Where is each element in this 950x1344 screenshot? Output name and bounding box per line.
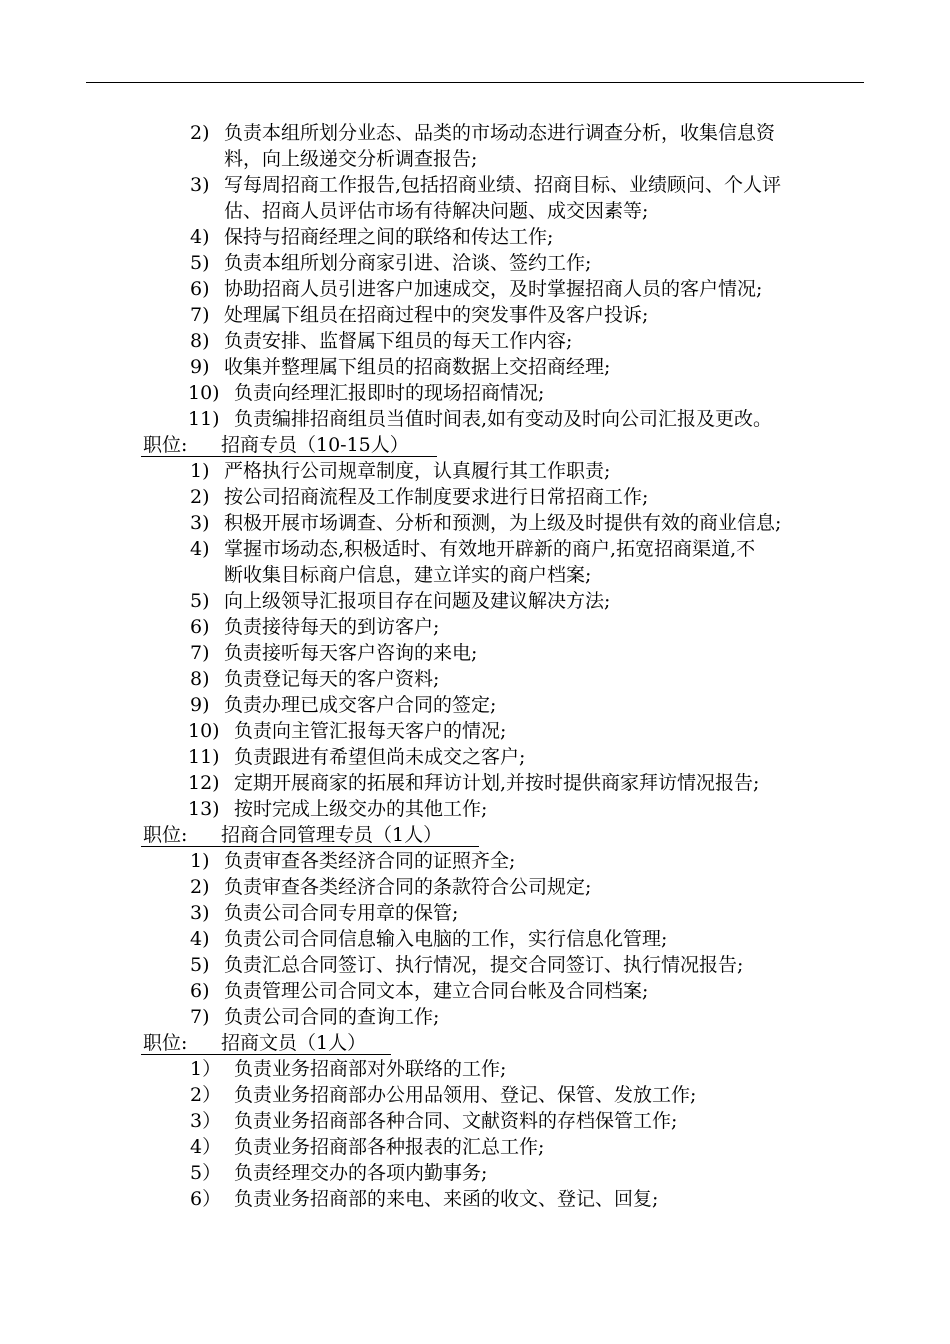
position-title: 招商合同管理专员（1人） (221, 824, 443, 846)
list-item (0, 276, 950, 302)
item-number: 5） (190, 1162, 222, 1184)
list-item (0, 1186, 950, 1212)
list-item-continuation (0, 198, 950, 224)
item-text: 负责审查各类经济合同的条款符合公司规定; (224, 876, 592, 898)
item-text: 负责本组所划分商家引进、洽谈、签约工作; (224, 252, 592, 274)
list-item-continuation (0, 562, 950, 588)
item-number: 10) (188, 720, 220, 742)
item-number: 4） (190, 1136, 222, 1158)
item-number: 5) (190, 252, 210, 274)
item-text: 向上级领导汇报项目存在问题及建议解决方法; (224, 590, 611, 612)
item-number: 1） (190, 1058, 222, 1080)
item-number: 6) (190, 278, 210, 300)
section-heading (0, 1030, 950, 1056)
item-text: 负责业务招商部的来电、来函的收文、登记、回复; (234, 1188, 659, 1210)
item-text: 协助招商人员引进客户加速成交，及时掌握招商人员的客户情况; (224, 278, 763, 300)
item-text: 负责向经理汇报即时的现场招商情况; (234, 382, 545, 404)
item-number: 13) (188, 798, 220, 820)
list-item (0, 328, 950, 354)
item-text: 掌握市场动态,积极适时、有效地开辟新的商户,拓宽招商渠道,不 (224, 538, 756, 560)
list-item (0, 250, 950, 276)
item-number: 5) (190, 954, 210, 976)
item-text: 负责经理交办的各项内勤事务; (234, 1162, 488, 1184)
item-number: 6) (190, 980, 210, 1002)
list-item (0, 874, 950, 900)
list-item (0, 1082, 950, 1108)
item-number: 3) (190, 174, 210, 196)
list-item (0, 302, 950, 328)
item-number: 3） (190, 1110, 222, 1132)
item-text: 负责公司合同信息输入电脑的工作，实行信息化管理; (224, 928, 668, 950)
item-text: 收集并整理属下组员的招商数据上交招商经理; (224, 356, 611, 378)
section-3-list (0, 848, 950, 1030)
list-item (0, 692, 950, 718)
item-number: 2) (190, 122, 210, 144)
list-item (0, 848, 950, 874)
position-label: 职位: (143, 1032, 188, 1054)
item-number: 2) (190, 486, 210, 508)
list-item (0, 354, 950, 380)
item-text: 定期开展商家的拓展和拜访计划,并按时提供商家拜访情况报告; (234, 772, 760, 794)
list-item-continuation (0, 146, 950, 172)
item-text: 负责接待每天的到访客户; (224, 616, 440, 638)
list-item (0, 484, 950, 510)
item-number: 3) (190, 902, 210, 924)
item-text: 负责公司合同专用章的保管; (224, 902, 459, 924)
list-item (0, 1004, 950, 1030)
item-text: 负责公司合同的查询工作; (224, 1006, 440, 1028)
item-text: 写每周招商工作报告,包括招商业绩、招商目标、业绩顾问、个人评 (224, 174, 782, 196)
item-text: 估、招商人员评估市场有待解决问题、成交因素等; (224, 200, 649, 222)
item-text: 处理属下组员在招商过程中的突发事件及客户投诉; (224, 304, 649, 326)
list-item (0, 640, 950, 666)
item-text: 保持与招商经理之间的联络和传达工作; (224, 226, 554, 248)
item-number: 3) (190, 512, 210, 534)
item-number: 1) (190, 460, 210, 482)
list-item (0, 744, 950, 770)
list-item (0, 978, 950, 1004)
item-text: 负责业务招商部各种合同、文献资料的存档保管工作; (234, 1110, 678, 1132)
item-number: 9) (190, 356, 210, 378)
item-number: 2） (190, 1084, 222, 1106)
item-text: 严格执行公司规章制度，认真履行其工作职责; (224, 460, 611, 482)
heading-underline (141, 1054, 391, 1055)
list-item (0, 1056, 950, 1082)
list-item (0, 926, 950, 952)
heading-underline (141, 456, 437, 457)
item-number: 4) (190, 226, 210, 248)
list-item (0, 614, 950, 640)
item-text: 负责管理公司合同文本，建立合同台帐及合同档案; (224, 980, 649, 1002)
item-number: 7) (190, 642, 210, 664)
list-item (0, 224, 950, 250)
item-number: 6) (190, 616, 210, 638)
heading-underline (141, 846, 479, 847)
item-text: 负责业务招商部对外联络的工作; (234, 1058, 507, 1080)
item-text: 负责汇总合同签订、执行情况，提交合同签订、执行情况报告; (224, 954, 744, 976)
item-text: 负责业务招商部办公用品领用、登记、保管、发放工作; (234, 1084, 697, 1106)
list-item (0, 1134, 950, 1160)
item-text: 积极开展市场调查、分析和预测，为上级及时提供有效的商业信息; (224, 512, 782, 534)
position-title: 招商文员（1人） (221, 1032, 367, 1054)
item-number: 4) (190, 538, 210, 560)
list-item (0, 536, 950, 562)
list-item (0, 718, 950, 744)
list-item (0, 458, 950, 484)
item-number: 1) (190, 850, 210, 872)
item-number: 8) (190, 330, 210, 352)
item-text: 负责编排招商组员当值时间表,如有变动及时向公司汇报及更改。 (234, 408, 773, 430)
item-number: 7) (190, 1006, 210, 1028)
list-item (0, 510, 950, 536)
list-item (0, 120, 950, 146)
list-item (0, 1160, 950, 1186)
item-number: 10) (188, 382, 220, 404)
item-text: 负责本组所划分业态、品类的市场动态进行调查分析，收集信息资 (224, 122, 776, 144)
item-text: 负责审查各类经济合同的证照齐全; (224, 850, 516, 872)
item-number: 11) (188, 408, 220, 430)
item-number: 5) (190, 590, 210, 612)
item-text: 按公司招商流程及工作制度要求进行日常招商工作; (224, 486, 649, 508)
item-number: 7) (190, 304, 210, 326)
item-text: 断收集目标商户信息，建立详实的商户档案; (224, 564, 592, 586)
list-item (0, 1108, 950, 1134)
position-title: 招商专员（10-15人） (221, 434, 409, 456)
item-text: 负责向主管汇报每天客户的情况; (234, 720, 507, 742)
item-text: 负责办理已成交客户合同的签定; (224, 694, 497, 716)
item-number: 6） (190, 1188, 222, 1210)
item-text: 负责登记每天的客户资料; (224, 668, 440, 690)
item-text: 负责接听每天客户咨询的来电; (224, 642, 478, 664)
item-number: 2) (190, 876, 210, 898)
item-number: 9) (190, 694, 210, 716)
section-1-list (0, 120, 950, 432)
list-item (0, 796, 950, 822)
section-2-list (0, 458, 950, 822)
section-4-list (0, 1056, 950, 1212)
item-text: 料，向上级递交分析调查报告; (224, 148, 478, 170)
item-text: 负责业务招商部各种报表的汇总工作; (234, 1136, 545, 1158)
list-item (0, 952, 950, 978)
item-number: 8) (190, 668, 210, 690)
list-item (0, 666, 950, 692)
item-number: 12) (188, 772, 220, 794)
list-item (0, 900, 950, 926)
item-text: 按时完成上级交办的其他工作; (234, 798, 488, 820)
section-heading (0, 432, 950, 458)
header-rule (86, 82, 864, 83)
list-item (0, 406, 950, 432)
document-body (0, 120, 950, 1212)
list-item (0, 588, 950, 614)
item-text: 负责安排、监督属下组员的每天工作内容; (224, 330, 573, 352)
position-label: 职位: (143, 434, 188, 456)
section-heading (0, 822, 950, 848)
list-item (0, 770, 950, 796)
list-item (0, 380, 950, 406)
item-number: 11) (188, 746, 220, 768)
item-number: 4) (190, 928, 210, 950)
position-label: 职位: (143, 824, 188, 846)
list-item (0, 172, 950, 198)
item-text: 负责跟进有希望但尚未成交之客户; (234, 746, 526, 768)
